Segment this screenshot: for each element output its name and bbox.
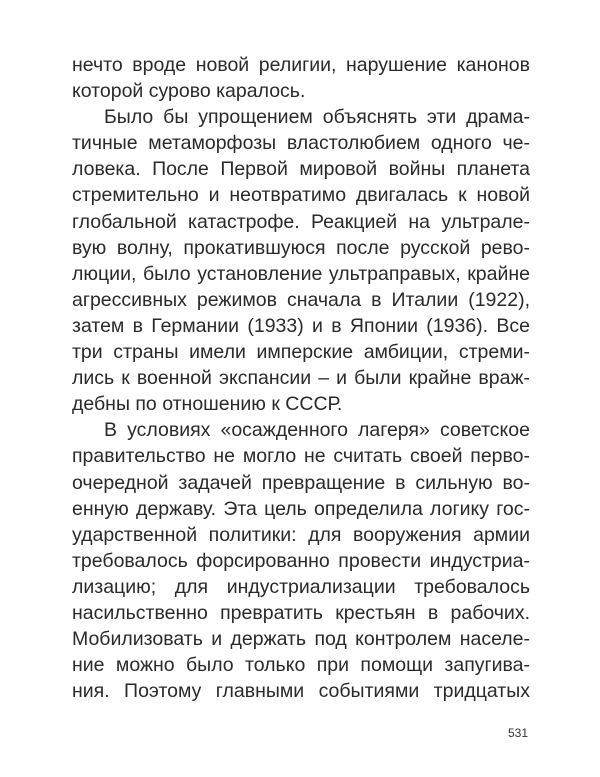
text-line: В условиях «осажденного лагеря» советское [104,419,530,442]
text-line: три страны имели имперские амбиции, стреми- [72,341,530,364]
text-line: насильственно превратить крестьян в рабочих. [72,601,530,624]
text-line: ловека. После Первой мировой войны планета [72,158,530,181]
text-line: Мобилизовать и держать под контролем населе- [72,628,530,651]
text-line: правительство не могло не считать своей перво- [72,445,530,468]
text-line: ния. Поэтому главными событиями тридцатых [72,680,530,703]
text-line: агрессивных режимов сначала в Италии (1922), [72,288,530,311]
text-line: лись к военной экспансии – и были крайне враж- [72,367,530,390]
text-line: тичные метаморфозы властолюбием одного че- [72,132,530,155]
text-line: енную державу. Эта цель определила логику гос- [72,497,530,520]
page-number: 531 [508,726,529,740]
text-line: затем в Германии (1933) и в Японии (1936). Все [72,314,530,337]
body-text [72,52,530,704]
text-line: ударственной политики: для вооружения армии [72,523,530,546]
text-line: нечто вроде новой религии, нарушение канонов [72,54,530,76]
text-line: стремительно и неотвратимо двигалась к новой [72,184,530,207]
text-line: лизацию; для индустриализации требовалось [72,575,530,598]
text-line: очередной задачей превращение в сильную во- [72,471,530,494]
text-line: Было бы упрощением объяснять эти драма- [104,106,530,129]
text-line: дебны по отношению к СССР. [72,393,343,416]
text-line: глобальной катастрофе. Реакцией на ультрале- [72,210,530,233]
text-line: ние можно было только при помощи запугива- [72,654,530,677]
text-line: требовалось форсированно провести индустриа- [72,549,530,572]
text-line: которой сурово каралось. [72,80,306,103]
text-line: люции, было установление ультраправых, крайне [72,262,530,285]
text-line: вую волну, прокатившуюся после русской рево- [72,236,530,259]
